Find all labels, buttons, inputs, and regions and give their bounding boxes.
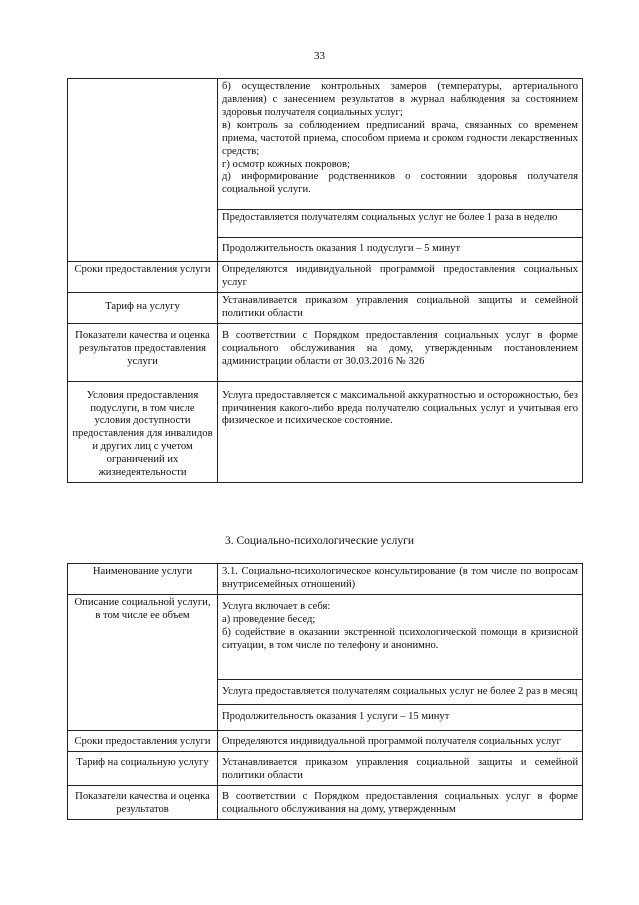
detail-line: д) информирование родственников о состоянии здоровья получателя социальной услуги. (222, 171, 578, 196)
table-row (68, 381, 583, 482)
empty-label-cell (68, 79, 218, 262)
description-label: Описание социальной услуги, в том числе ее объем (68, 594, 218, 731)
conditions-value: Услуга предоставляется с максимальной аккуратностью и осторожностью, без причинения какого-либо вреда получателю социальных услуг и учитывая его физическое и психическое состояние. (218, 381, 583, 482)
quality-value: В соответствии с Порядком предоставления социальных услуг в форме социального обслуживания на дому, утвержденным постановлением администрации области от 30.03.2016 № 326 (218, 323, 583, 381)
conditions-label: Условия предоставления подуслуги, в том числе условия доступности предоставления для инвалидов и других лиц с учетом ограничений их жизнедеятельности (68, 381, 218, 482)
tariff-label: Тариф на социальную услугу (68, 752, 218, 786)
service-name-label: Наименование услуги (68, 564, 218, 595)
tariff-value: Устанавливается приказом управления социальной защиты и семейной политики области (218, 752, 583, 786)
terms-label: Сроки предоставления услуги (68, 731, 218, 752)
page-number: 33 (314, 50, 325, 62)
description-line: б) содействие в оказании экстренной психологической помощи в кризисной ситуации, в том числе по телефону и анонимно. (222, 626, 578, 651)
quality-value: В соответствии с Порядком предоставления социальных услуг в форме социального обслуживания на дому, утвержденным (218, 786, 583, 820)
description-line: а) проведение бесед; (222, 613, 316, 625)
frequency-cell: Предоставляется получателям социальных услуг не более 1 раза в неделю (218, 210, 583, 238)
table-row (68, 752, 583, 786)
terms-label: Сроки предоставления услуги (68, 262, 218, 293)
detail-line: б) осуществление контрольных замеров (температуры, артериального давления) с занесением результатов в журнал наблюдения за состоянием здоровья получателя социальных услуг; (222, 81, 578, 118)
detail-line: в) контроль за соблюдением предписаний врача, связанных со временем приема, частотой приема, способом приема и сроком годности лекарственных средств; (222, 119, 578, 157)
detail-line: г) осмотр кожных покровов; (222, 158, 350, 170)
table-row (68, 323, 583, 381)
table-row (68, 594, 583, 679)
quality-label: Показатели качества и оценка результатов (68, 786, 218, 820)
service-table-continued (67, 78, 583, 483)
quality-label: Показатели качества и оценка результатов предоставления услуги (68, 323, 218, 381)
description-line: Услуга включает в себя: (222, 600, 331, 612)
table-row (68, 564, 583, 595)
frequency-cell: Услуга предоставляется получателям социальных услуг не более 2 раз в месяц (218, 679, 583, 705)
tariff-label: Тариф на услугу (68, 292, 218, 323)
terms-value: Определяются индивидуальной программой предоставления социальных услуг (218, 262, 583, 293)
service-table (67, 563, 583, 820)
table-row (68, 731, 583, 752)
table-row (68, 79, 583, 210)
table-row (68, 786, 583, 820)
service-name-value: 3.1. Социально-психологическое консультирование (в том числе по вопросам внутрисемейных отношений) (218, 564, 583, 595)
service-details-cell (218, 79, 583, 210)
duration-cell: Продолжительность оказания 1 подуслуги – 5 минут (218, 238, 583, 262)
section-title: 3. Социально-психологические услуги (224, 535, 415, 547)
terms-value: Определяются индивидуальной программой получателя социальных услуг (218, 731, 583, 752)
description-cell (218, 594, 583, 679)
tariff-value: Устанавливается приказом управления социальной защиты и семейной политики области (218, 292, 583, 323)
duration-cell: Продолжительность оказания 1 услуги – 15 минут (218, 705, 583, 731)
table-row (68, 292, 583, 323)
table-row (68, 262, 583, 293)
